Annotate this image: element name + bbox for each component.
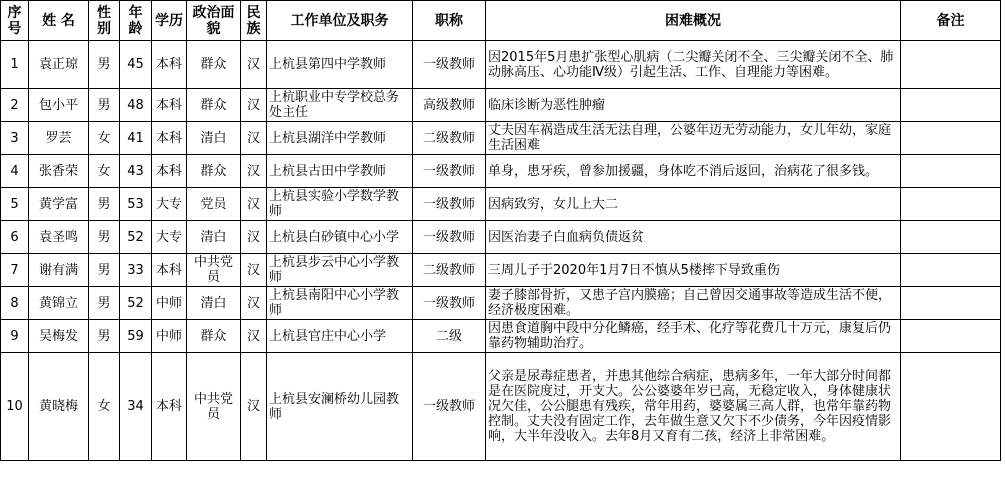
cell-ethnicity: 汉	[241, 155, 267, 188]
cell-education: 中师	[152, 287, 187, 320]
cell-remarks	[901, 287, 1001, 320]
cell-unit: 上杭县安澜桥幼儿园教师	[267, 353, 413, 461]
header-education: 学历	[152, 1, 187, 41]
table-row	[1, 188, 1001, 221]
cell-difficulty: 父亲是尿毒症患者，并患其他综合病症，患病多年，一年大部分时间都是在医院度过，开支大。公公婆婆年岁已高，无稳定收入，身体健康状况欠佳，公公腿患有残疾，常年用药，婆婆属三高人群，也常年靠药物控制。丈夫没有固定工作，去年做生意又欠下不少债务，今年因疫情影响，大半年没收入。去年8月又育有二孩，经济上非常困难。	[486, 353, 901, 461]
cell-seq: 8	[1, 287, 29, 320]
cell-gender: 女	[89, 155, 120, 188]
table-row	[1, 353, 1001, 461]
cell-seq: 5	[1, 188, 29, 221]
cell-ethnicity: 汉	[241, 188, 267, 221]
table-row	[1, 320, 1001, 353]
cell-gender: 男	[89, 41, 120, 89]
cell-difficulty: 因病致穷，女儿上大二	[486, 188, 901, 221]
header-name: 姓 名	[29, 1, 89, 41]
cell-title: 一级教师	[413, 188, 486, 221]
cell-name: 吴梅发	[29, 320, 89, 353]
cell-ethnicity: 汉	[241, 353, 267, 461]
cell-ethnicity: 汉	[241, 287, 267, 320]
cell-gender: 男	[89, 188, 120, 221]
cell-age: 41	[120, 122, 152, 155]
table-row	[1, 155, 1001, 188]
table-row	[1, 41, 1001, 89]
cell-seq: 3	[1, 122, 29, 155]
cell-name: 包小平	[29, 89, 89, 122]
cell-title: 高级教师	[413, 89, 486, 122]
cell-name: 罗芸	[29, 122, 89, 155]
cell-age: 34	[120, 353, 152, 461]
cell-education: 中师	[152, 320, 187, 353]
cell-seq: 10	[1, 353, 29, 461]
table-row	[1, 122, 1001, 155]
header-row	[1, 1, 1001, 41]
header-title: 职称	[413, 1, 486, 41]
cell-ethnicity: 汉	[241, 320, 267, 353]
cell-seq: 2	[1, 89, 29, 122]
cell-unit: 上杭县白砂镇中心小学	[267, 221, 413, 254]
table-row	[1, 221, 1001, 254]
header-politics: 政治面貌	[187, 1, 241, 41]
cell-unit: 上杭县南阳中心小学教师	[267, 287, 413, 320]
cell-education: 本科	[152, 122, 187, 155]
cell-gender: 男	[89, 254, 120, 287]
cell-remarks	[901, 155, 1001, 188]
cell-gender: 男	[89, 221, 120, 254]
cell-unit: 上杭县实验小学数学教师	[267, 188, 413, 221]
cell-seq: 9	[1, 320, 29, 353]
cell-unit: 上杭县古田中学教师	[267, 155, 413, 188]
header-seq: 序号	[1, 1, 29, 41]
cell-politics: 清白	[187, 287, 241, 320]
cell-difficulty: 因患食道胸中段中分化鳞癌，经手术、化疗等花费几十万元，康复后仍靠药物辅助治疗。	[486, 320, 901, 353]
cell-unit: 上杭县官庄中心小学	[267, 320, 413, 353]
cell-education: 本科	[152, 254, 187, 287]
cell-difficulty: 妻子膝部骨折，又患子宫内膜癌；自己曾因交通事故等造成生活不便，经济极度困难。	[486, 287, 901, 320]
cell-age: 59	[120, 320, 152, 353]
cell-difficulty: 因2015年5月患扩张型心肌病（二尖瓣关闭不全、三尖瓣关闭不全、肺动脉高压、心功能Ⅳ级）引起生活、工作、自理能力等困难。	[486, 41, 901, 89]
cell-politics: 党员	[187, 188, 241, 221]
table-row	[1, 89, 1001, 122]
cell-name: 黄学富	[29, 188, 89, 221]
cell-politics: 群众	[187, 41, 241, 89]
cell-age: 52	[120, 221, 152, 254]
cell-unit: 上杭县湖洋中学教师	[267, 122, 413, 155]
cell-education: 本科	[152, 353, 187, 461]
cell-unit: 上杭县第四中学教师	[267, 41, 413, 89]
cell-age: 45	[120, 41, 152, 89]
cell-gender: 女	[89, 353, 120, 461]
header-unit: 工作单位及职务	[267, 1, 413, 41]
cell-title: 一级教师	[413, 41, 486, 89]
cell-politics: 群众	[187, 155, 241, 188]
cell-age: 48	[120, 89, 152, 122]
cell-remarks	[901, 221, 1001, 254]
cell-difficulty: 三周儿子于2020年1月7日不慎从5楼摔下导致重伤	[486, 254, 901, 287]
cell-seq: 4	[1, 155, 29, 188]
header-remarks: 备注	[901, 1, 1001, 41]
cell-education: 大专	[152, 188, 187, 221]
cell-remarks	[901, 188, 1001, 221]
cell-gender: 男	[89, 89, 120, 122]
cell-title: 一级教师	[413, 155, 486, 188]
cell-gender: 男	[89, 287, 120, 320]
cell-education: 本科	[152, 89, 187, 122]
cell-education: 本科	[152, 41, 187, 89]
header-difficulty: 困难概况	[486, 1, 901, 41]
cell-name: 袁正琼	[29, 41, 89, 89]
cell-unit: 上杭职业中专学校总务处主任	[267, 89, 413, 122]
cell-ethnicity: 汉	[241, 221, 267, 254]
cell-unit: 上杭县步云中心小学教师	[267, 254, 413, 287]
cell-title: 二级教师	[413, 254, 486, 287]
cell-remarks	[901, 353, 1001, 461]
cell-ethnicity: 汉	[241, 89, 267, 122]
cell-ethnicity: 汉	[241, 41, 267, 89]
cell-difficulty: 因医治妻子白血病负债返贫	[486, 221, 901, 254]
cell-politics: 清白	[187, 122, 241, 155]
cell-title: 一级教师	[413, 287, 486, 320]
cell-name: 黄锦立	[29, 287, 89, 320]
cell-remarks	[901, 254, 1001, 287]
cell-politics: 清白	[187, 221, 241, 254]
cell-politics: 群众	[187, 89, 241, 122]
cell-difficulty: 临床诊断为恶性肿瘤	[486, 89, 901, 122]
cell-seq: 7	[1, 254, 29, 287]
cell-difficulty: 丈夫因车祸造成生活无法自理，公婆年迈无劳动能力，女儿年幼，家庭生活困难	[486, 122, 901, 155]
header-age: 年龄	[120, 1, 152, 41]
cell-education: 大专	[152, 221, 187, 254]
cell-remarks	[901, 41, 1001, 89]
table-row	[1, 254, 1001, 287]
cell-age: 53	[120, 188, 152, 221]
cell-title: 二级	[413, 320, 486, 353]
cell-gender: 男	[89, 320, 120, 353]
cell-name: 张香荣	[29, 155, 89, 188]
header-gender: 性别	[89, 1, 120, 41]
cell-difficulty: 单身，患牙疾，曾参加援疆，身体吃不消后返回，治病花了很多钱。	[486, 155, 901, 188]
cell-name: 黄晓梅	[29, 353, 89, 461]
cell-name: 谢有满	[29, 254, 89, 287]
cell-seq: 1	[1, 41, 29, 89]
cell-age: 52	[120, 287, 152, 320]
cell-ethnicity: 汉	[241, 254, 267, 287]
cell-title: 一级教师	[413, 221, 486, 254]
cell-remarks	[901, 320, 1001, 353]
header-ethnicity: 民族	[241, 1, 267, 41]
cell-age: 33	[120, 254, 152, 287]
cell-title: 二级教师	[413, 122, 486, 155]
cell-seq: 6	[1, 221, 29, 254]
cell-politics: 中共党员	[187, 353, 241, 461]
cell-education: 本科	[152, 155, 187, 188]
table-row	[1, 287, 1001, 320]
cell-remarks	[901, 122, 1001, 155]
cell-politics: 群众	[187, 320, 241, 353]
cell-gender: 女	[89, 122, 120, 155]
cell-remarks	[901, 89, 1001, 122]
cell-name: 袁圣鸣	[29, 221, 89, 254]
cell-politics: 中共党员	[187, 254, 241, 287]
cell-ethnicity: 汉	[241, 122, 267, 155]
cell-title: 一级教师	[413, 353, 486, 461]
cell-age: 43	[120, 155, 152, 188]
